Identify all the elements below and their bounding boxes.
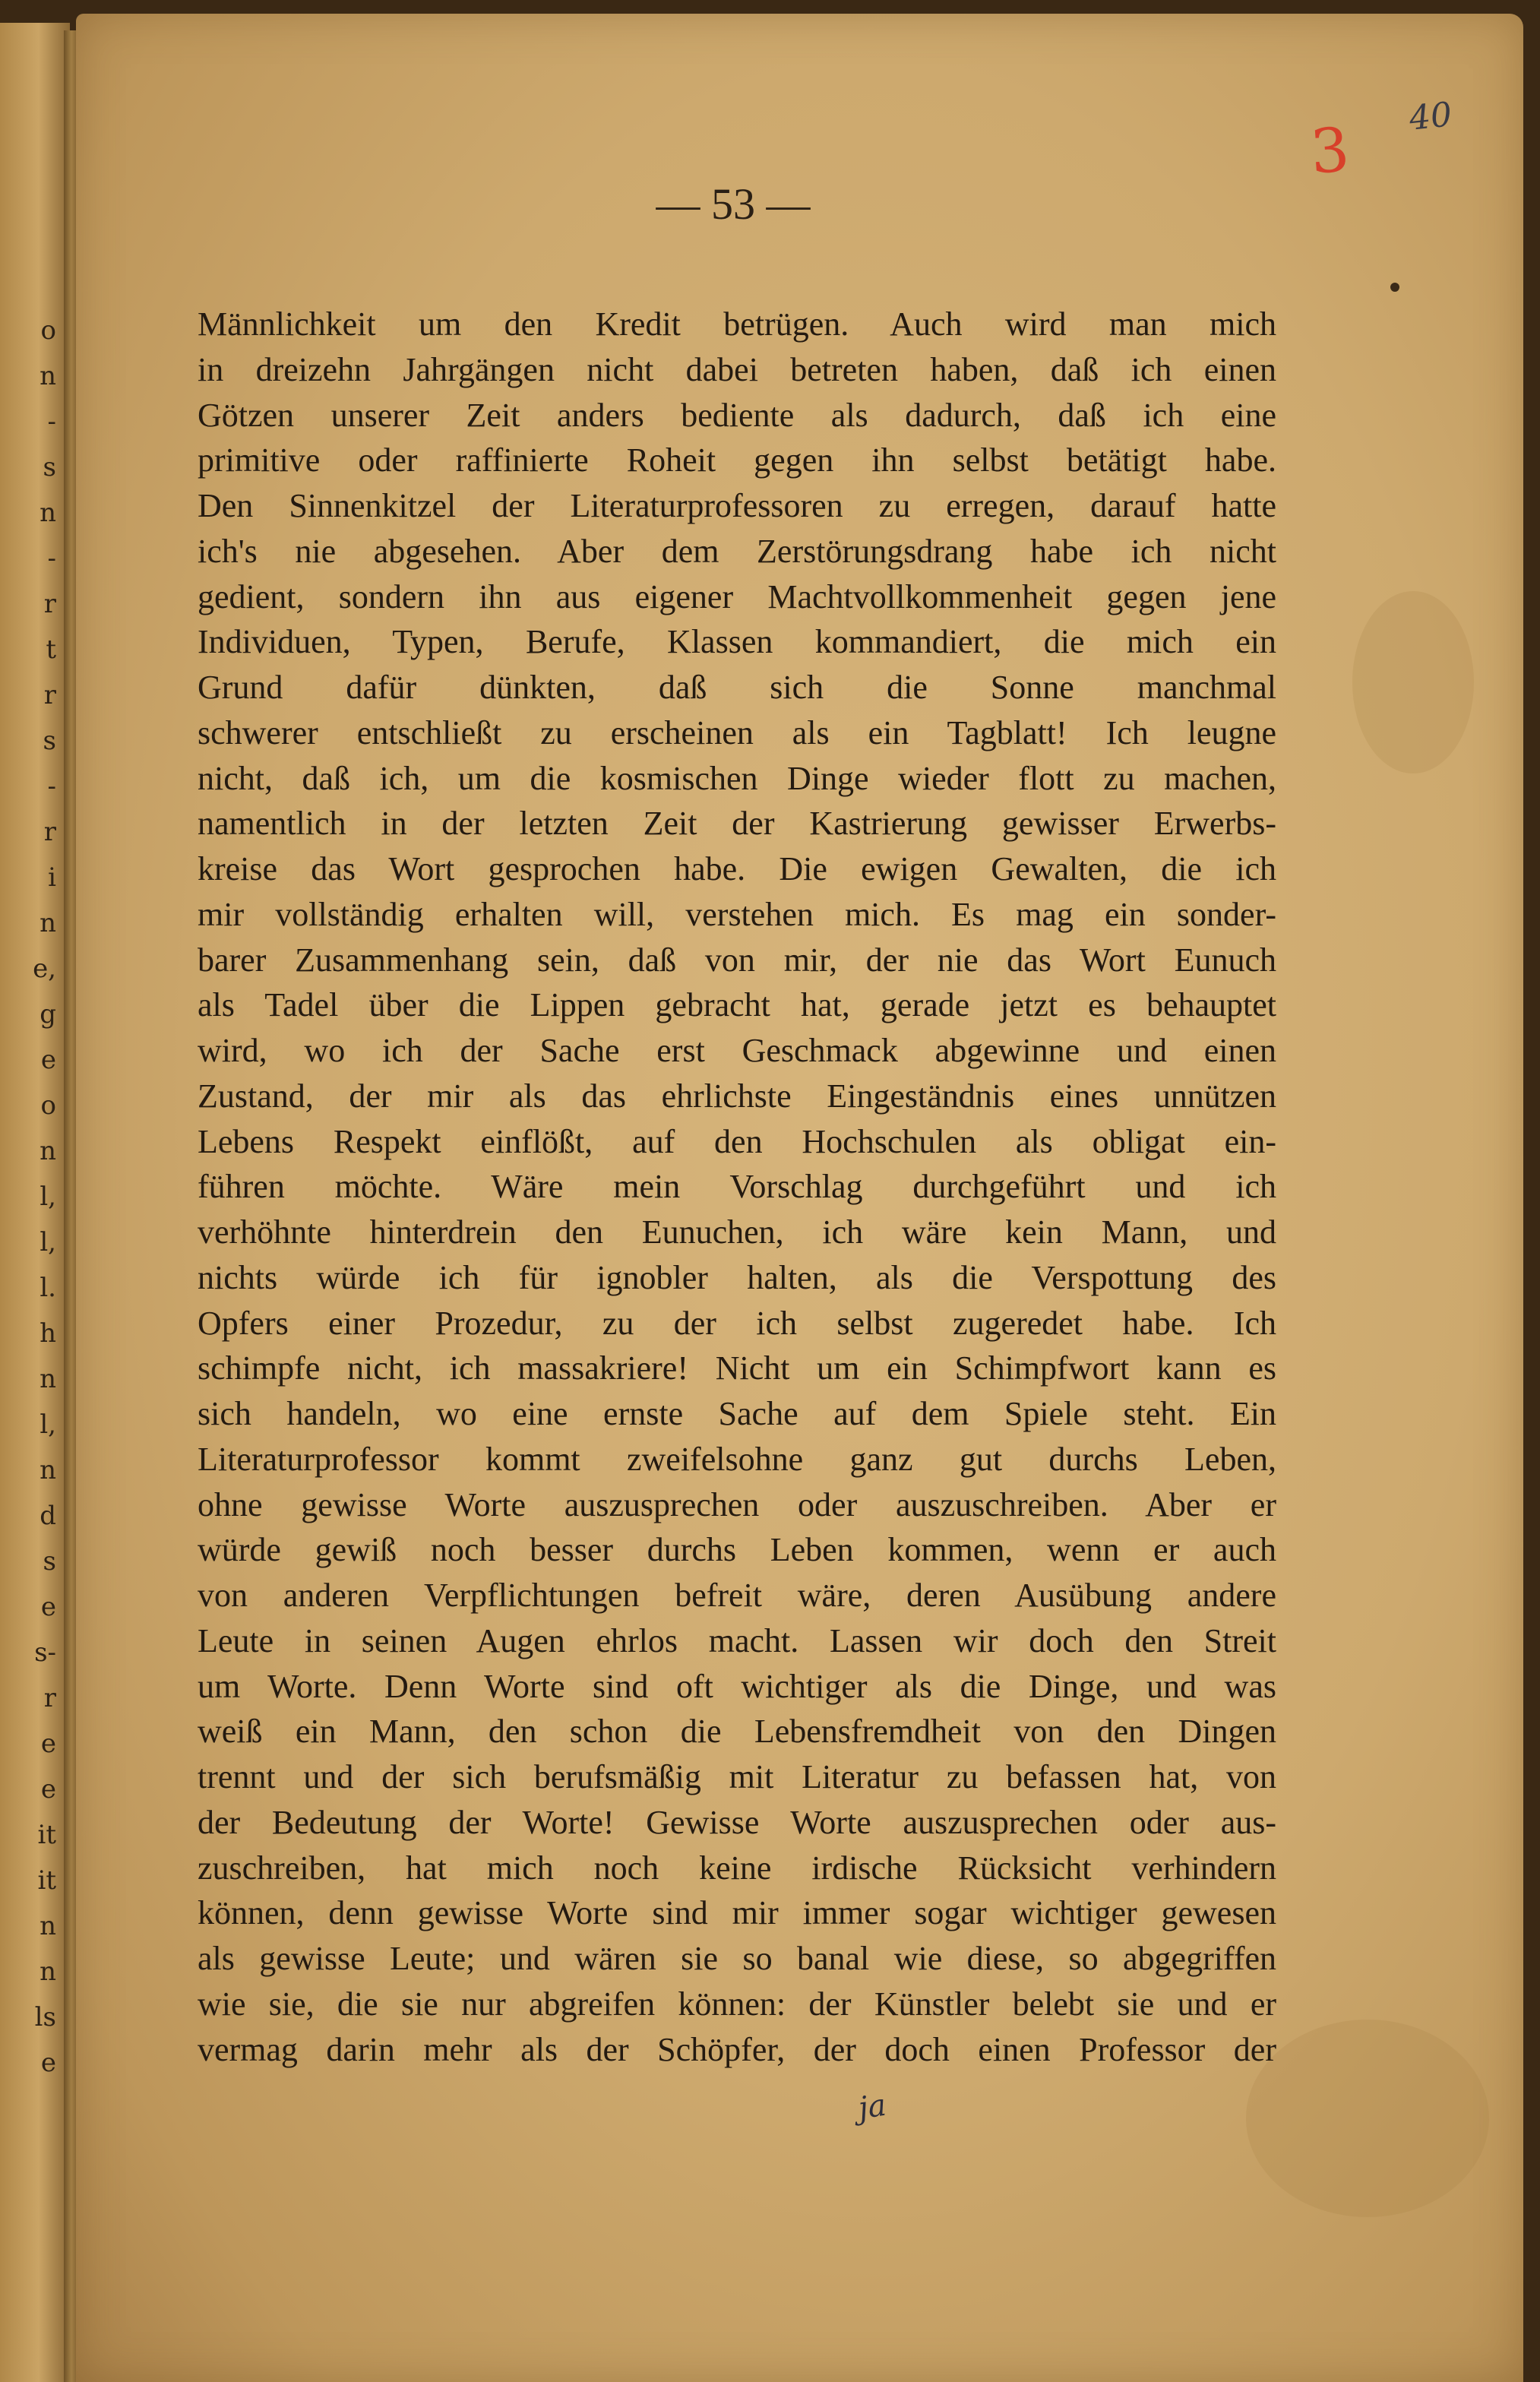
facing-page-letter: l, <box>40 1182 56 1212</box>
text-line: namentlich in der letzten Zeit der Kastrierung gewisser Erwerbs- <box>198 805 1276 843</box>
text-line: können, denn gewisse Worte sind mir immer sogar wichtiger gewesen <box>198 1894 1276 1932</box>
facing-page-letter: s <box>43 1546 56 1577</box>
facing-page-letter: n <box>40 1364 56 1394</box>
text-line: wie sie, die sie nur abgreifen können: der Künstler belebt sie und er <box>198 1985 1276 2023</box>
facing-page-letter: r <box>43 817 56 847</box>
text-line: Lebens Respekt einflößt, auf den Hochschulen als obligat ein- <box>198 1122 1276 1160</box>
facing-page-letter: o <box>40 1090 56 1121</box>
text-line: sich handeln, wo eine ernste Sache auf dem Spiele steht. Ein <box>198 1395 1276 1432</box>
text-line: führen möchte. Wäre mein Vorschlag durchgeführt und ich <box>198 1168 1276 1206</box>
facing-page-letter: s <box>43 726 56 756</box>
text-line: Literaturprofessor kommt zweifelsohne ganz gut durchs Leben, <box>198 1440 1276 1478</box>
facing-page-letter: e, <box>33 954 56 984</box>
facing-page-letter: e <box>40 2048 56 2078</box>
text-line: Zustand, der mir als das ehrlichste Eingeständnis eines unnützen <box>198 1077 1276 1115</box>
text-line: Männlichkeit um den Kredit betrügen. Auch wird man mich <box>198 305 1276 343</box>
facing-page-letter: n <box>40 1911 56 1941</box>
facing-page-letter: it <box>37 1820 56 1850</box>
text-line: barer Zusammenhang sein, daß von mir, der nie das Wort Eunuch <box>198 941 1276 979</box>
text-line: als Tadel über die Lippen gebracht hat, gerade jetzt es behauptet <box>198 986 1276 1024</box>
facing-page-letter: - <box>47 406 56 437</box>
text-line: Grund dafür dünkten, daß sich die Sonne manchmal <box>198 669 1276 706</box>
facing-page-letter: ls <box>34 2002 56 2032</box>
ink-dot <box>1390 283 1399 292</box>
facing-page-letter: l, <box>40 1409 56 1440</box>
text-line: Götzen unserer Zeit anders bediente als dadurch, daß ich eine <box>198 396 1276 434</box>
text-line: Opfers einer Prozedur, zu der ich selbst zugeredet habe. Ich <box>198 1304 1276 1342</box>
facing-page-letter: e <box>40 1729 56 1759</box>
facing-page-edge <box>0 23 70 2382</box>
facing-page-letter: l. <box>40 1273 56 1303</box>
page-number: — 53 — <box>656 179 811 229</box>
facing-page-letter: d <box>40 1501 56 1531</box>
text-line: wird, wo ich der Sache erst Geschmack abgewinne und einen <box>198 1032 1276 1069</box>
facing-page-letter: n <box>40 361 56 391</box>
facing-page-letter: r <box>43 680 56 710</box>
text-line: zuschreiben, hat mich noch keine irdische Rücksicht verhindern <box>198 1849 1276 1887</box>
text-line: würde gewiß noch besser durchs Leben kommen, wenn er auch <box>198 1531 1276 1569</box>
facing-page-letter: i <box>48 862 56 893</box>
text-line: als gewisse Leute; und wären sie so banal wie diese, so abgegriffen <box>198 1940 1276 1977</box>
text-line: gedient, sondern ihn aus eigener Machtvollkommenheit gegen jene <box>198 577 1276 615</box>
facing-page-letter: r <box>43 1683 56 1713</box>
text-line: verhöhnte hinterdrein den Eunuchen, ich wäre kein Mann, und <box>198 1213 1276 1251</box>
facing-page-letter: it <box>37 1865 56 1896</box>
text-line: vermag darin mehr als der Schöpfer, der doch einen Professor der <box>198 2030 1276 2068</box>
text-line: schimpfe nicht, ich massakriere! Nicht um ein Schimpfwort kann es <box>198 1349 1276 1387</box>
text-line: von anderen Verpflichtungen befreit wäre, deren Ausübung andere <box>198 1577 1276 1614</box>
text-line: ohne gewisse Worte auszusprechen oder auszuschreiben. Aber er <box>198 1485 1276 1523</box>
text-line: weiß ein Mann, den schon die Lebensfremdheit von den Dingen <box>198 1713 1276 1751</box>
facing-page-letter: e <box>40 1774 56 1805</box>
facing-page-letter: n <box>40 1957 56 1987</box>
text-line: primitive oder raffinierte Roheit gegen ihn selbst betätigt habe. <box>198 441 1276 479</box>
text-line: ich's nie abgesehen. Aber dem Zerstörungsdrang habe ich nicht <box>198 532 1276 570</box>
facing-page-letter: t <box>46 634 56 665</box>
facing-page-line-endings <box>3 308 56 2086</box>
facing-page-letter: - <box>47 771 56 802</box>
text-line: Individuen, Typen, Berufe, Klassen kommandiert, die mich ein <box>198 623 1276 661</box>
text-line: Leute in seinen Augen ehrlos macht. Lassen wir doch den Streit <box>198 1621 1276 1659</box>
handwritten-annotation: ja <box>855 2087 889 2127</box>
text-line: Den Sinnenkitzel der Literaturprofessoren zu erregen, darauf hatte <box>198 487 1276 524</box>
facing-page-letter: s <box>43 452 56 482</box>
pencil-folio-number: 40 <box>1407 95 1454 138</box>
facing-page-letter: n <box>40 1455 56 1485</box>
text-line: kreise das Wort gesprochen habe. Die ewigen Gewalten, die ich <box>198 850 1276 887</box>
facing-page-letter: - <box>47 543 56 574</box>
facing-page-letter: r <box>43 589 56 619</box>
text-line: in dreizehn Jahrgängen nicht dabei betreten haben, daß ich einen <box>198 350 1276 388</box>
red-folio-mark: 3 <box>1308 114 1352 188</box>
facing-page-letter: n <box>40 498 56 528</box>
text-line: um Worte. Denn Worte sind oft wichtiger als die Dinge, und was <box>198 1667 1276 1705</box>
facing-page-letter: o <box>40 315 56 346</box>
facing-page-letter: e <box>40 1045 56 1075</box>
text-line: schwerer entschließt zu erscheinen als ein Tagblatt! Ich leugne <box>198 713 1276 751</box>
body-text <box>198 302 1276 2072</box>
text-line: der Bedeutung der Worte! Gewisse Worte auszusprechen oder aus- <box>198 1803 1276 1841</box>
facing-page-letter: h <box>40 1318 56 1349</box>
paper-stain <box>1246 2020 1489 2217</box>
text-line: nicht, daß ich, um die kosmischen Dinge wieder flott zu machen, <box>198 759 1276 797</box>
facing-page-letter: s- <box>34 1637 56 1668</box>
text-line: nichts würde ich für ignobler halten, als die Verspottung des <box>198 1258 1276 1296</box>
facing-page-letter: n <box>40 908 56 938</box>
facing-page-letter: g <box>40 999 56 1030</box>
text-line: trennt und der sich berufsmäßig mit Literatur zu befassen hat, von <box>198 1758 1276 1795</box>
paper-stain <box>1352 591 1474 773</box>
facing-page-letter: n <box>40 1136 56 1166</box>
facing-page-letter: l, <box>40 1227 56 1257</box>
facing-page-letter: e <box>40 1592 56 1622</box>
text-line: mir vollständig erhalten will, verstehen mich. Es mag ein sonder- <box>198 895 1276 933</box>
